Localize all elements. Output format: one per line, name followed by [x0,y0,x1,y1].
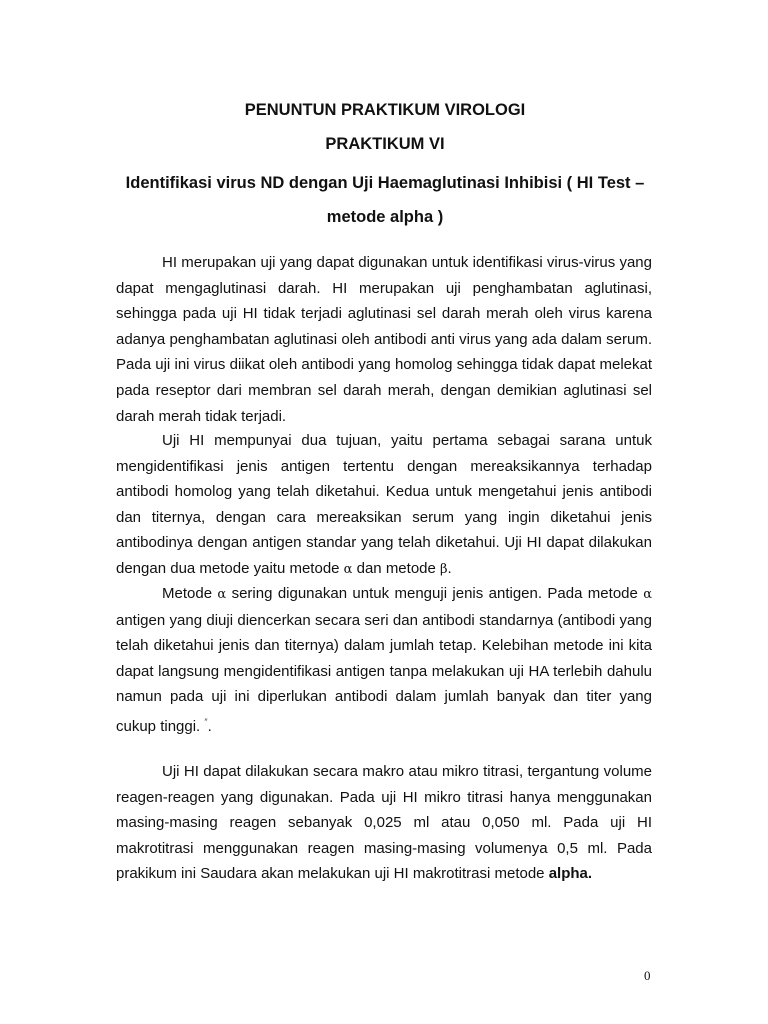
reference-mark: ″ [204,716,208,727]
alpha-symbol: α [343,561,353,577]
practicum-subtitle: Identifikasi virus ND dengan Uji Haemaglutinasi Inhibisi ( HI Test – metode alpha ) [125,174,645,226]
paragraph-purpose-text-2: dan metode [352,559,441,577]
paragraph-purpose [116,428,652,583]
paragraph-titration-text: Uji HI dapat dilakukan secara makro atau mikro titrasi, tergantung volume reagen-reagen yang digunakan. Pada uji HI mikro titrasi hanya menggunakan masing-masing reagen sebanyak 0,025 ml atau 0,050 ml. Pada uji HI makrotitrasi menggunakan reagen masing-masing volumenya 0,5 ml. Pada prakikum ini Saudara akan melakukan uji HI makrotitrasi metode [116,763,652,883]
paragraph-titration-bold: alpha. [548,865,593,883]
paragraph-alpha-text-3: antigen yang diuji diencerkan secara seri dan antibodi standarnya (antibodi yang telah diketahui jenis dan titernya) dalam jumlah tetap. Kelebihan metode ini kita dapat langsung mengidentifikasi antigen tanpa melakukan uji HA terlebih dahulu namun pada uji ini diperlukan antibodi dalam jumlah banyak dan titer yang cukup tinggi. [116,611,652,735]
paragraph-titration [116,759,652,887]
beta-symbol: β [440,561,448,577]
paragraph-purpose-end: . [447,559,452,577]
alpha-symbol: α [217,587,227,602]
paragraph-alpha-text-2: sering digunakan untuk menguji jenis antigen. Pada metode [226,585,644,602]
alpha-symbol: α [643,587,653,602]
paragraph-alpha-method [116,581,652,740]
document-title: PENUNTUN PRAKTIKUM VIROLOGI [244,101,526,119]
paragraph-alpha-end: . [207,717,212,735]
page-number: 0 [644,968,651,983]
paragraph-intro: HI merupakan uji yang dapat digunakan untuk identifikasi virus-virus yang dapat mengaglutinasi darah. HI merupakan uji penghambatan aglutinasi, sehingga pada uji HI tidak terjadi aglutinasi sel darah merah oleh virus karena adanya penghambatan aglutinasi oleh antibodi anti virus yang ada dalam serum. Pada uji ini virus diikat oleh antibodi yang homolog sehingga tidak dapat melekat pada reseptor dari membran sel darah merah, dengan demikian aglutinasi sel darah merah tidak terjadi. [116,254,652,425]
paragraph-purpose-text: Uji HI mempunyai dua tujuan, yaitu pertama sebagai sarana untuk mengidentifikasi jenis antigen tertentu dengan mereaksikannya terhadap antibodi homolog yang telah diketahui. Kedua untuk mengetahui jenis antibodi dan titernya, dengan cara mereaksikan serum yang ingin diketahui jenis antibodinya dengan antigen standar yang telah diketahui. Uji HI dapat dilakukan dengan dua metode yaitu metode [116,432,652,577]
paragraph-alpha-text: Metode [162,585,218,602]
practicum-number: PRAKTIKUM VI [325,135,445,153]
